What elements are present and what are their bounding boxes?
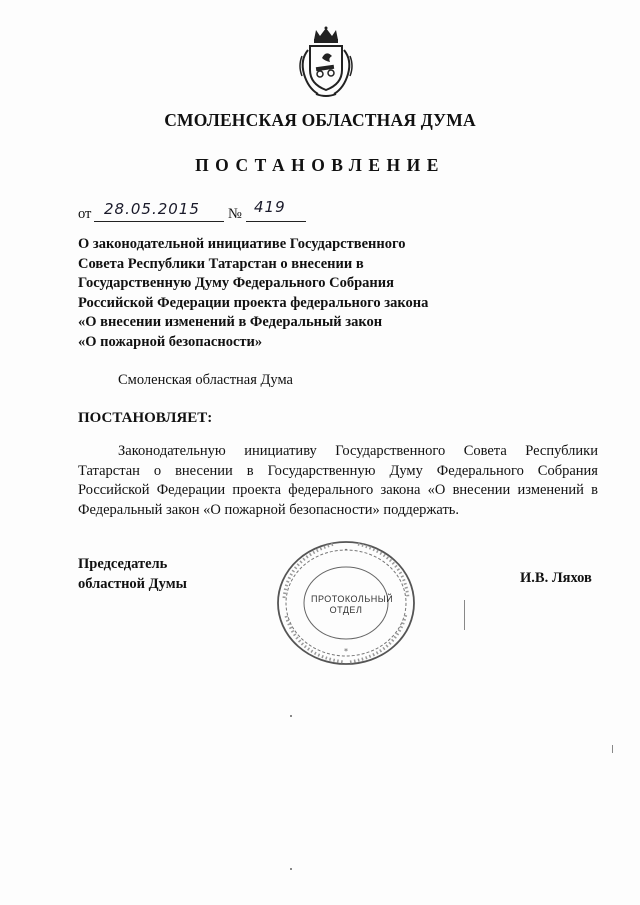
paragraph-line (78, 481, 598, 501)
paragraph-word: закона (380, 482, 421, 499)
date-label: от (78, 206, 92, 222)
stamp-label-line: ПРОТОКОЛЬНЫЙ (311, 594, 394, 604)
paragraph-word: Государственного (335, 443, 446, 459)
resolution-paragraph (78, 442, 598, 520)
scan-mark (612, 745, 613, 753)
paragraph-word: Республики (525, 443, 598, 459)
paragraph-word: в (246, 462, 254, 479)
paragraph-word: Собрания (537, 462, 598, 479)
paragraph-line (78, 442, 598, 462)
paragraph-word: проекта (232, 482, 282, 499)
date-value: 28.05.2015 (104, 200, 200, 218)
paragraph-word: «О (427, 482, 446, 499)
stamp-label (311, 594, 394, 616)
subject-line: Совета Республики Татарстан о внесении в (78, 255, 364, 272)
subject-line: «О внесении изменений в Федеральный закон (78, 314, 383, 331)
number-value: 419 (254, 198, 286, 216)
paragraph-word: Совета (463, 443, 507, 459)
paragraph-word: Законодательную (118, 443, 226, 459)
date-underline (94, 220, 224, 222)
subject-line: Государственную Думу Федерального Собрания (78, 275, 394, 292)
position-line: Председатель (78, 556, 168, 572)
subject-line: «О пожарной безопасности» (78, 333, 263, 350)
paragraph-line: Федеральный закон «О пожарной безопасности» поддержать. (78, 501, 460, 518)
document-subject (78, 235, 428, 353)
paragraph-word: внесении (175, 462, 233, 479)
organization-title: СМОЛЕНСКАЯ ОБЛАСТНАЯ ДУМА (164, 110, 476, 130)
paragraph-word: в (591, 482, 598, 499)
paragraph-word: Татарстан (78, 462, 140, 479)
paragraph-word: федерального (288, 482, 374, 499)
number-underline (246, 220, 306, 222)
paragraph-word: внесении (452, 482, 511, 499)
coat-of-arms-emblem (298, 26, 354, 98)
stamp-label-line: ОТДЕЛ (329, 605, 363, 615)
paragraph-word: Федерального (436, 462, 524, 479)
scan-mark (464, 600, 465, 630)
svg-text:*: * (344, 647, 348, 656)
preamble-text: Смоленская областная Дума (118, 372, 293, 388)
svg-text:•: • (344, 547, 348, 554)
paragraph-word: Федерации (156, 482, 226, 499)
document-type-heading: ПОСТАНОВЛЕНИЕ (195, 155, 445, 175)
scan-dot (290, 868, 292, 870)
paragraph-word: о (153, 462, 162, 479)
paragraph-line (78, 462, 598, 482)
paragraph-word: Российской (78, 482, 150, 499)
paragraph-word: Государственную (267, 462, 376, 479)
paragraph-word: Думу (389, 462, 423, 479)
number-label: № (228, 206, 242, 222)
subject-line: Российской Федерации проекта федерального закона (78, 294, 429, 311)
resolves-heading: ПОСТАНОВЛЯЕТ: (78, 410, 213, 426)
scan-dot (290, 715, 292, 717)
date-number-line (78, 200, 338, 222)
paragraph-word: изменений (517, 482, 584, 499)
paragraph-word: инициативу (244, 443, 317, 459)
signatory-position (78, 555, 187, 594)
signatory-name: И.В. Ляхов (520, 570, 592, 586)
subject-line: О законодательной инициативе Государственного (78, 236, 406, 252)
position-line: областной Думы (78, 575, 187, 592)
